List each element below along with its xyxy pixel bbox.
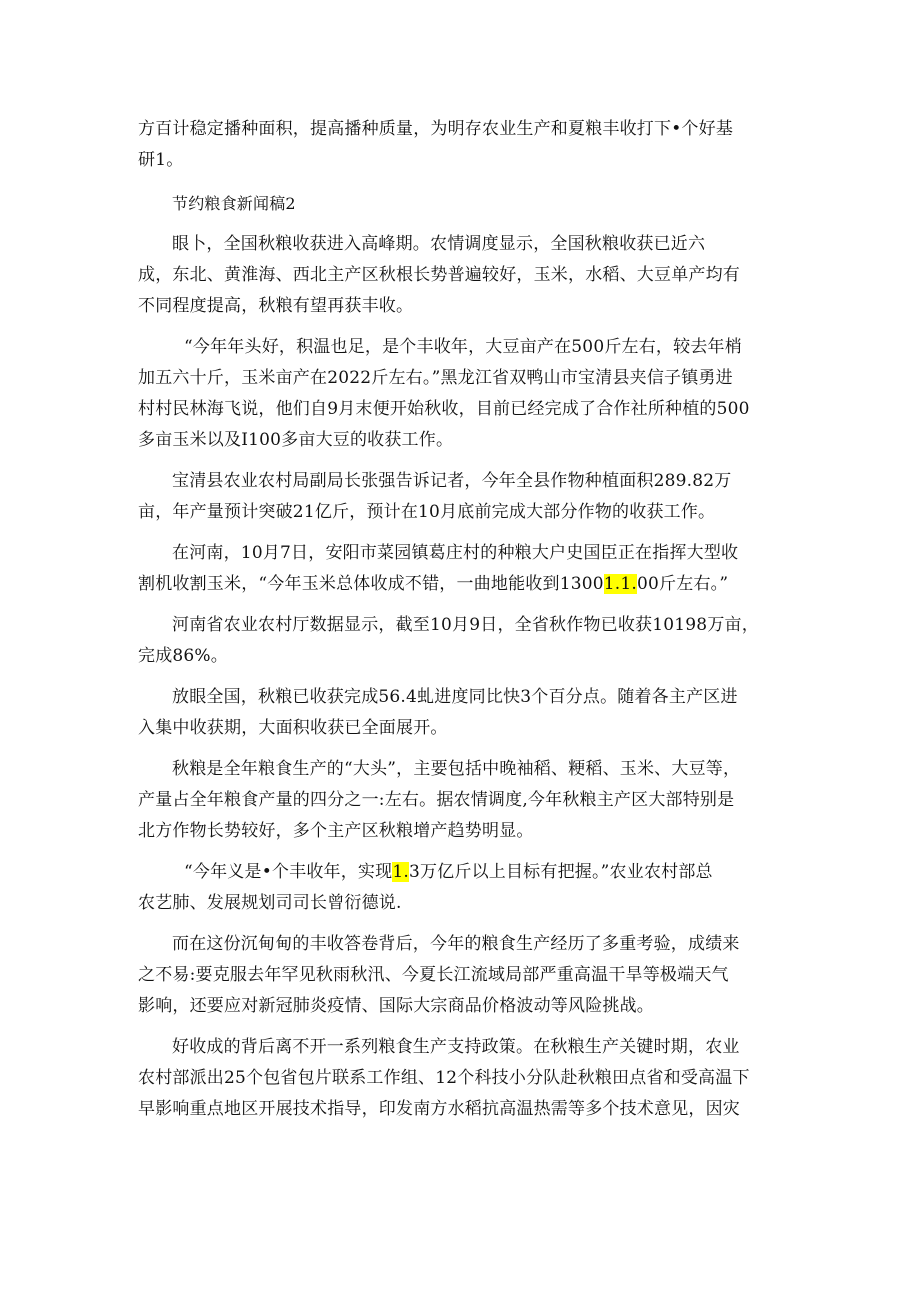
text-segment: 3万亿斤以上目标有把握。”农业农村部总 bbox=[408, 862, 713, 882]
highlighted-text: 1.1. bbox=[603, 574, 638, 594]
text-line: 农村部派出25个包省包片联系工作组、12个科技小分队赴秋粮田点省和受高温下 bbox=[138, 1068, 750, 1088]
text-segment: “今年义是•个丰收年，实现 bbox=[184, 862, 393, 882]
text-line: 多亩玉米以及I100多亩大豆的收获工作。 bbox=[138, 430, 454, 450]
text-line: 而在这份沉甸甸的丰收答卷背后，今年的粮食生产经历了多重考验，成绩来 bbox=[172, 934, 740, 954]
text-line: 产量占全年粮食产量的四分之一:左右。据农情调度,今年秋粮主产区大部特别是 bbox=[138, 790, 735, 810]
article-body bbox=[138, 114, 798, 1125]
text-segment: 00斤左右。” bbox=[637, 574, 729, 594]
text-line: “今年年头好，积温也足，是个丰收年，大豆亩产在500斤左右，较去年梢 bbox=[184, 337, 742, 357]
text-line: 宝清县农业农村局副局长张强告诉记者，今年全县作物种植面积289.82万 bbox=[172, 471, 732, 491]
text-line: 研1。 bbox=[138, 150, 184, 170]
text-line: 在河南，10月7日，安阳市菜园镇葛庄村的种粮大户史国臣正在指挥大型收 bbox=[172, 543, 739, 563]
text-line: 影响，还要应对新冠肺炎疫情、国际大宗商品价格波动等风险挑战。 bbox=[138, 996, 654, 1016]
text-line: 完成86%。 bbox=[138, 646, 228, 666]
text-line: 北方作物长势较好，多个主产区秋粮增产趋势明显。 bbox=[138, 821, 534, 841]
text-segment: 割机收割玉米，“今年玉米总体收成不错，一曲地能收到1300 bbox=[138, 574, 604, 594]
highlighted-text: 1. bbox=[392, 862, 409, 882]
text-line: 放眼全国，秋粮已收获完成56.4虬进度同比快3个百分点。随着各主产区进 bbox=[172, 687, 738, 707]
text-line: 眼卜，全国秋粮收获进入高峰期。农情调度显示，全国秋粮收获已近六 bbox=[172, 234, 706, 254]
text-line: 成，东北、黄淮海、西北主产区秋根长势普遍较好，玉米，水稻、大豆单产均有 bbox=[138, 265, 740, 285]
text-line: 之不易:要克服去年罕见秋雨秋汛、今夏长江流域局部严重高温干旱等极端天气 bbox=[138, 965, 729, 985]
text-line: 早影响重点地区开展技术指导，印发南方水稻抗高温热需等多个技术意见，因灾 bbox=[138, 1099, 740, 1119]
text-line: 河南省农业农村厅数据显示，截至10月9日，全省秋作物已收获10198万亩， bbox=[172, 615, 759, 635]
text-line: 入集中收获期，大面积收获已全面展开。 bbox=[138, 718, 448, 738]
text-line: 方百计稳定播种面积，提高播种质量，为明存农业生产和夏粮丰收打下•个好基 bbox=[138, 119, 734, 139]
text-line bbox=[138, 569, 798, 600]
text-line: 村村民林海飞说，他们自9月末便开始秋收，目前已经完成了合作社所种植的500 bbox=[138, 399, 750, 419]
text-line: 加五六十斤，玉米亩产在2022斤左右。”黑龙江省双鸭山市宝清县夹信子镇勇进 bbox=[138, 368, 733, 388]
text-line: 亩，年产量预计突破21亿斤，预计在10月底前完成大部分作物的收获工作。 bbox=[138, 502, 716, 522]
text-line: 不同程度提高，秋粮有望再获丰收。 bbox=[138, 296, 414, 316]
text-line: 秋粮是全年粮食生产的“大头”，主要包括中晚袖稻、粳稻、玉米、大豆等， bbox=[172, 759, 741, 779]
text-line: 好收成的背后离不开一系列粮食生产支持政策。在秋粮生产关键时期，农业 bbox=[172, 1037, 740, 1057]
text-line: 农艺肺、发展规划司司长曾衍德说. bbox=[138, 893, 402, 913]
text-line bbox=[138, 857, 798, 888]
section-heading: 节约粮食新闻稿2 bbox=[172, 194, 296, 213]
